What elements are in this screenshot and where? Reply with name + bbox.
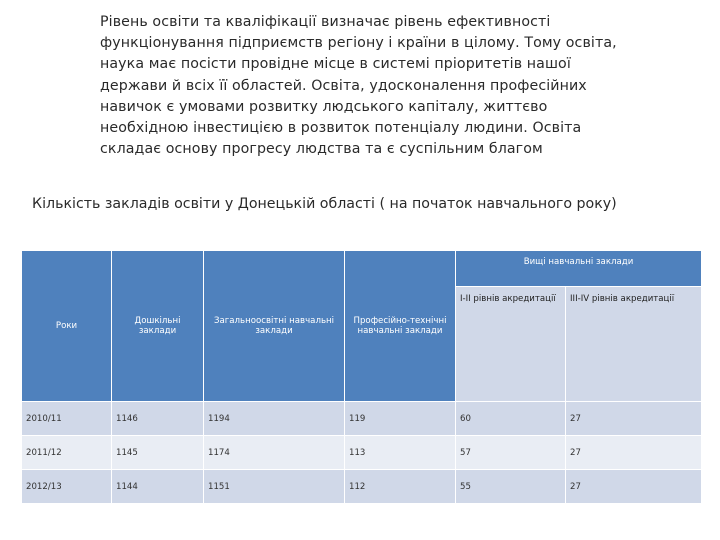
- education-table: [21, 250, 701, 510]
- header-preschool: Дошкільні заклади: [112, 251, 204, 402]
- cell-preschool: 1145: [112, 436, 204, 470]
- intro-paragraph: Рівень освіти та кваліфікації визначає рівень ефективності функціонування підприємств регіону і країни в цілому. Тому освіта, наука має посісти провідне місце в системі пріоритетів нашої держави й всіх її областей. Освіта, удосконалення професійних навичок є умовами розвитку людського капіталу, життєво необхідною інвестицією в розвиток потенціалу людини. Освіта складає основу прогресу людства та є суспільним благом: [100, 14, 617, 158]
- cell-vocational: 119: [345, 402, 456, 436]
- cell-higher-3-4: 27: [566, 402, 702, 436]
- table-row: [22, 436, 702, 470]
- header-higher-3-4: ІІІ-ІV рівнів акредитації: [566, 287, 702, 402]
- table-row: [22, 470, 702, 504]
- table-title: Кількість закладів освіти у Донецькій області ( на початок навчального року): [32, 196, 617, 212]
- table-row: [22, 402, 702, 436]
- header-higher: Вищі навчальні заклади: [456, 251, 702, 287]
- cell-higher-3-4: 27: [566, 470, 702, 504]
- cell-preschool: 1144: [112, 470, 204, 504]
- cell-year: 2012/13: [22, 470, 112, 504]
- cell-preschool: 1146: [112, 402, 204, 436]
- cell-vocational: 112: [345, 470, 456, 504]
- cell-year: 2010/11: [22, 402, 112, 436]
- cell-vocational: 113: [345, 436, 456, 470]
- cell-higher-1-2: 57: [456, 436, 566, 470]
- cell-general: 1151: [204, 470, 345, 504]
- cell-year: 2011/12: [22, 436, 112, 470]
- header-higher-1-2: І-ІІ рівнів акредитації: [456, 287, 566, 402]
- header-vocational: Професійно-технічні навчальні заклади: [345, 251, 456, 402]
- header-row-top: [22, 251, 702, 287]
- cell-higher-3-4: 27: [566, 436, 702, 470]
- header-general: Загальноосвітні навчальні заклади: [204, 251, 345, 402]
- cell-higher-1-2: 60: [456, 402, 566, 436]
- cell-general: 1174: [204, 436, 345, 470]
- header-years: Роки: [22, 251, 112, 402]
- cell-higher-1-2: 55: [456, 470, 566, 504]
- cell-general: 1194: [204, 402, 345, 436]
